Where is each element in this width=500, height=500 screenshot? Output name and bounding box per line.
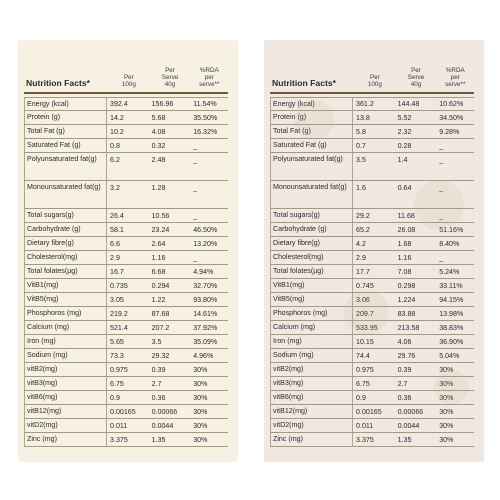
table-row [270,251,474,265]
nutrient-name: VitB1(mg) [24,279,107,292]
per-serve-value: 0.39 [397,365,412,374]
per-100g-value: 6.75 [356,379,370,388]
per-serve-header-line: Per [165,67,175,74]
per-serve-value: 2.32 [397,127,412,136]
per-serve-value: 0.28 [397,141,412,150]
table-row [24,405,228,419]
per-serve-value: 207.2 [151,323,170,332]
rda-value: _ [193,156,198,164]
table-row [24,111,228,125]
per-serve-value: 213.58 [397,323,420,332]
rda-value: _ [193,253,198,262]
per-100g-value: 14.2 [110,113,124,122]
per-serve-value: 0.0044 [397,421,420,430]
nutrient-name: VitB5(mg) [270,293,353,306]
nutrient-name: Protein (g) [270,111,353,124]
per-100g-value: 0.975 [356,365,374,374]
per-serve-header [395,67,436,88]
per-100g-value: 16.7 [110,267,124,276]
nutrient-name: Polyunsaturated fat(g) [24,153,107,180]
per-100g-header-line: Per [123,74,134,81]
nutrient-name: Sodium (mg) [24,349,107,362]
nutrient-name: VitB1(mg) [270,279,353,292]
rda-value: 30% [193,407,208,416]
per-serve-value: 5.68 [151,113,166,122]
per-100g-value: 3.375 [356,435,374,444]
rda-value: 14.61% [193,309,218,318]
nutrient-name: vitD2(mg) [24,419,107,432]
nutrient-name: Total folates(µg) [24,265,107,278]
rda-header-line: serve** [199,81,220,88]
per-serve-value: 1.16 [397,253,412,262]
table-row [24,265,228,279]
nutrient-name: Iron (mg) [24,335,107,348]
per-100g-header [108,74,149,88]
nutrient-name: Carbohydrate (g) [24,223,107,236]
table-title: Nutrition Facts* [26,78,90,88]
rda-value: _ [439,141,444,150]
nutrient-name: vitB12(mg) [24,405,107,418]
nutrient-name: vitB3(mg) [24,377,107,390]
per-serve-value: 2.48 [151,156,166,164]
nutrient-name: Cholesterol(mg) [270,251,353,264]
per-serve-header-line: Per [411,67,421,74]
rda-value: 10.62% [439,100,464,108]
per-serve-value: 4.06 [397,337,412,346]
per-serve-value: 1.35 [151,435,166,444]
rda-value: _ [193,211,198,220]
table-row [24,321,228,335]
rda-value: 13.20% [193,239,218,248]
per-100g-value: 0.011 [110,421,128,430]
per-serve-value: 1.68 [397,239,412,248]
nutrition-panel-right [264,40,484,462]
rda-value: _ [439,156,444,164]
table-row [24,293,228,307]
table-row [270,419,474,433]
nutrient-name: Energy (kcal) [270,98,353,110]
rda-value: 37.92% [193,323,218,332]
table-row [24,419,228,433]
nutrient-name: Dietary fibre(g) [270,237,353,250]
table-row [24,237,228,251]
rda-value: 4.94% [193,267,214,276]
table-title: Nutrition Facts* [272,78,336,88]
per-serve-value: 29.76 [397,351,416,360]
rda-value: 38.83% [439,323,464,332]
per-100g-value: 0.745 [356,281,374,290]
per-serve-value: 0.36 [151,393,166,402]
nutrient-name: vitB2(mg) [270,363,353,376]
per-serve-value: 2.7 [397,379,408,388]
table-row [24,391,228,405]
per-serve-header [149,67,190,88]
rda-value: 5.04% [439,351,460,360]
table-row [270,139,474,153]
table-row [270,265,474,279]
per-100g-header-line: Per [369,74,380,81]
nutrient-name: vitD2(mg) [270,419,353,432]
rda-value: 51.16% [439,225,464,234]
rda-value: 13.98% [439,309,464,318]
nutrient-name: Sodium (mg) [270,349,353,362]
background-pattern [294,100,334,140]
per-100g-value: 6.75 [110,379,124,388]
table-row [24,223,228,237]
per-serve-value: 0.36 [397,393,412,402]
table-row [270,237,474,251]
per-100g-value: 0.9 [356,393,366,402]
nutrient-name: Zinc (mg) [24,433,107,446]
rda-value: 16.32% [193,127,218,136]
rda-value: 11.54% [193,100,217,108]
rda-value: 30% [193,379,208,388]
per-serve-value: 0.32 [151,141,166,150]
nutrient-name: vitB2(mg) [24,363,107,376]
per-serve-value: 0.294 [151,281,170,290]
rda-value: 30% [193,421,208,430]
per-100g-value: 0.011 [356,421,374,430]
per-serve-value: 23.24 [151,225,170,234]
per-serve-value: 87.68 [151,309,170,318]
per-100g-value: 6.6 [110,239,120,248]
rda-value: 32.70% [193,281,218,290]
per-100g-value: 209.7 [356,309,374,318]
rda-value: 30% [439,407,454,416]
table-row [270,349,474,363]
rda-value: 5.24% [439,267,460,276]
nutrient-name: Saturated Fat (g) [270,139,353,152]
per-100g-value: 4.2 [356,239,366,248]
per-100g-value: 0.8 [110,141,120,150]
nutrient-name: Cholesterol(mg) [24,251,107,264]
per-100g-value: 361.2 [356,100,374,108]
nutrient-name: vitB6(mg) [24,391,107,404]
per-serve-value: 5.52 [397,113,412,122]
table-row [24,433,228,447]
rda-header-line: serve** [445,81,466,88]
per-100g-value: 26.4 [110,211,124,220]
nutrient-name: Total sugars(g) [24,209,107,222]
per-100g-value: 0.9 [110,393,120,402]
rda-header [191,67,228,88]
table-row [24,139,228,153]
per-serve-value: 0.64 [397,184,412,192]
per-serve-header-line: 40g [410,81,422,88]
rda-value: _ [439,211,444,220]
rda-value: _ [439,253,444,262]
background-pattern [434,370,469,405]
per-serve-value: 7.08 [397,267,412,276]
nutrient-name: Saturated Fat (g) [24,139,107,152]
nutrient-name: Total folates(µg) [270,265,353,278]
per-serve-value: 2.7 [151,379,162,388]
per-100g-header-line: 100g [121,81,136,88]
nutrition-panel-left [18,40,238,462]
nutrient-table [24,97,228,447]
nutrient-name: Zinc (mg) [270,433,353,446]
per-serve-header-line: Serve [161,74,179,81]
per-serve-value: 10.56 [151,211,170,220]
table-row [24,335,228,349]
rda-header-line: per [450,74,460,81]
nutrient-name: vitB12(mg) [270,405,353,418]
per-100g-value: 10.2 [110,127,124,136]
per-100g-value: 10.15 [356,337,374,346]
per-100g-value: 5.8 [356,127,366,136]
rda-value: 30% [439,393,454,402]
nutrient-name: VitB5(mg) [24,293,107,306]
nutrient-name: Calcium (mg) [24,321,107,334]
per-100g-value: 29.2 [356,211,370,220]
nutrient-name: Iron (mg) [270,335,353,348]
per-100g-value: 2.9 [110,253,120,262]
nutrient-name: Protein (g) [24,111,107,124]
per-100g-header-line: 100g [367,81,382,88]
background-pattern [414,180,464,230]
per-100g-value: 533.95 [356,323,378,332]
per-100g-value: 0.00165 [110,407,136,416]
per-100g-value: 65.2 [356,225,370,234]
rda-value: 93.80% [193,295,218,304]
nutrient-name: Phosphoros (mg) [270,307,353,320]
rda-header-line: %RDA [199,67,219,74]
nutrient-name: Calcium (mg) [270,321,353,334]
per-100g-value: 74.4 [356,351,370,360]
per-serve-value: 156.96 [151,100,174,108]
table-row [24,349,228,363]
rda-value: 30% [439,421,454,430]
per-100g-value: 0.975 [110,365,128,374]
per-serve-value: 1.35 [397,435,412,444]
nutrient-name: Total Fat (g) [24,125,107,138]
table-row [24,153,228,181]
table-row [24,377,228,391]
nutrient-name: Phosphoros (mg) [24,307,107,320]
table-row [24,251,228,265]
per-100g-value: 3.5 [356,156,366,164]
table-row [24,363,228,377]
table-row [270,335,474,349]
per-serve-value: 144.48 [397,100,420,108]
per-100g-value: 0.735 [110,281,128,290]
per-100g-value: 521.4 [110,323,128,332]
nutrient-name: Energy (kcal) [24,98,107,110]
per-serve-value: 0.39 [151,365,166,374]
nutrient-name: Monounsaturated fat(g) [270,181,353,208]
nutrient-name: Total sugars(g) [270,209,353,222]
per-serve-value: 11.68 [397,211,415,220]
rda-value: 30% [439,379,454,388]
rda-value: 36.90% [439,337,464,346]
rda-value: _ [439,184,444,192]
per-100g-value: 3.05 [110,295,124,304]
per-100g-value: 3.375 [110,435,128,444]
nutrient-name: Polyunsaturated fat(g) [270,153,353,180]
rda-value: 4.96% [193,351,214,360]
nutrient-name: Carbohydrate (g) [270,223,353,236]
per-100g-value: 13.8 [356,113,370,122]
rda-value: 30% [193,393,208,402]
per-serve-value: 2.64 [151,239,166,248]
rda-header [437,67,474,88]
per-100g-value: 0.00165 [356,407,382,416]
per-serve-value: 1.16 [151,253,166,262]
per-100g-value: 392.4 [110,100,128,108]
per-100g-value: 1.6 [356,184,366,192]
per-serve-value: 1.28 [151,184,166,192]
background-pattern [344,290,389,335]
rda-value: 94.15% [439,295,464,304]
rda-value: 30% [193,435,208,444]
rda-value: _ [193,141,198,150]
per-serve-value: 1.22 [151,295,166,304]
rda-value: 8.40% [439,239,460,248]
per-serve-header-line: Serve [407,74,425,81]
per-serve-value: 0.00066 [397,407,424,416]
per-serve-value: 0.00066 [151,407,178,416]
nutrient-name: Dietary fibre(g) [24,237,107,250]
per-serve-value: 0.298 [397,281,416,290]
per-serve-header-line: 40g [164,81,176,88]
per-serve-value: 0.0044 [151,421,174,430]
table-row [24,125,228,139]
nutrient-name: Monounsaturated fat(g) [24,181,107,208]
per-serve-value: 1.4 [397,156,408,164]
table-header [24,54,228,94]
per-serve-value: 4.08 [151,127,166,136]
table-row [270,433,474,447]
per-serve-value: 1.224 [397,295,416,304]
per-100g-value: 6.2 [110,156,120,164]
rda-value: 9.28% [439,127,460,136]
per-100g-value: 5.65 [110,337,124,346]
per-100g-value: 73.3 [110,351,124,360]
per-100g-value: 17.7 [356,267,370,276]
rda-value: _ [193,184,198,192]
rda-value: 34.50% [439,113,464,122]
rda-value: 35.09% [193,337,218,346]
rda-header-line: %RDA [445,67,465,74]
per-100g-value: 3.2 [110,184,120,192]
nutrient-name: Total Fat (g) [270,125,353,138]
table-row [270,153,474,181]
table-row [24,307,228,321]
rda-value: 30% [193,365,208,374]
per-100g-value: 3.06 [356,295,370,304]
per-serve-value: 6.68 [151,267,166,276]
rda-value: 35.50% [193,113,218,122]
per-serve-value: 29.32 [151,351,170,360]
rda-value: 46.50% [193,225,218,234]
table-row [270,405,474,419]
per-serve-value: 26.08 [397,225,416,234]
nutrient-name: vitB3(mg) [270,377,353,390]
table-row [24,181,228,209]
table-row [24,279,228,293]
rda-value: 30% [439,365,454,374]
per-100g-value: 0.7 [356,141,366,150]
rda-header-line: per [204,74,214,81]
table-header [270,54,474,94]
per-serve-value: 83.88 [397,309,416,318]
per-100g-value: 58.1 [110,225,124,234]
per-serve-value: 3.5 [151,337,162,346]
nutrient-name: vitB6(mg) [270,391,353,404]
rda-value: 30% [439,435,454,444]
table-row [24,97,228,111]
per-100g-header [354,74,395,88]
per-100g-value: 2.9 [356,253,366,262]
table-row [24,209,228,223]
per-100g-value: 219.2 [110,309,128,318]
rda-value: 33.11% [439,281,463,290]
